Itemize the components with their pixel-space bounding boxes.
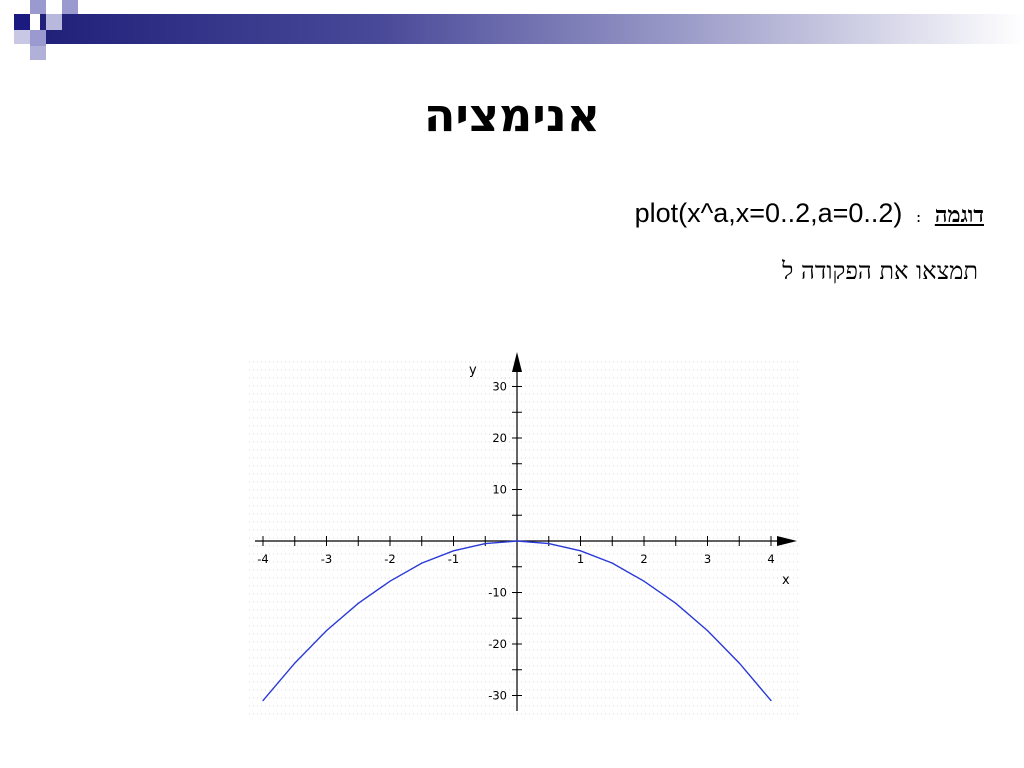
y-tick-label: -20 (488, 637, 507, 651)
instruction-text: תמצאו את הפקודה ל (782, 257, 978, 285)
y-tick-label: 30 (492, 379, 507, 394)
curve-point (580, 550, 581, 551)
y-tick-label: -30 (488, 688, 507, 703)
y-tick-label: 20 (492, 431, 507, 445)
curve-point (770, 700, 771, 701)
corner-square-light (46, 14, 62, 30)
header-gradient-band (40, 14, 1024, 44)
x-tick-label: -1 (447, 552, 460, 566)
plot-svg (247, 350, 802, 715)
plot-axes (255, 352, 797, 711)
curve-point (516, 540, 517, 541)
curve-point (707, 630, 708, 631)
curve-point (548, 543, 549, 544)
x-tick-label: 1 (576, 552, 585, 566)
curve-point (485, 543, 486, 544)
corner-square-dark (14, 14, 30, 30)
curve-point (421, 563, 422, 564)
y-axis-label: y (469, 363, 477, 378)
corner-square-dark (62, 0, 78, 14)
curve-point (262, 700, 263, 701)
colon: : (915, 207, 922, 226)
corner-square-light (14, 30, 30, 44)
example-label: דוגמה (934, 202, 984, 228)
curve-point (389, 581, 390, 582)
curve-point (358, 603, 359, 604)
curve-point (739, 662, 740, 663)
example-line (635, 198, 984, 229)
curve-point (643, 581, 644, 582)
x-tick-label: -2 (384, 552, 396, 566)
x-tick-label: 4 (767, 552, 775, 566)
corner-square-light (30, 30, 46, 46)
curve-point (294, 662, 295, 663)
slide-title: אנימציה (423, 88, 601, 142)
x-tick-label: -4 (257, 552, 269, 566)
curve-point (453, 550, 454, 551)
corner-square-light (30, 0, 46, 14)
plot-grid (249, 362, 798, 714)
y-tick-label: 10 (492, 482, 507, 497)
x-axis-label: x (782, 573, 790, 588)
x-tick-label: -3 (320, 552, 333, 566)
curve-point (612, 563, 613, 564)
corner-square-light (30, 46, 46, 60)
command-text: plot(x^a,x=0..2,a=0..2) (634, 198, 903, 228)
curve-point (326, 630, 327, 631)
x-tick-label: 3 (703, 552, 712, 566)
plot-figure (247, 350, 802, 715)
y-tick-label: -10 (488, 585, 507, 600)
x-tick-label: 2 (640, 552, 648, 566)
curve-point (675, 603, 676, 604)
